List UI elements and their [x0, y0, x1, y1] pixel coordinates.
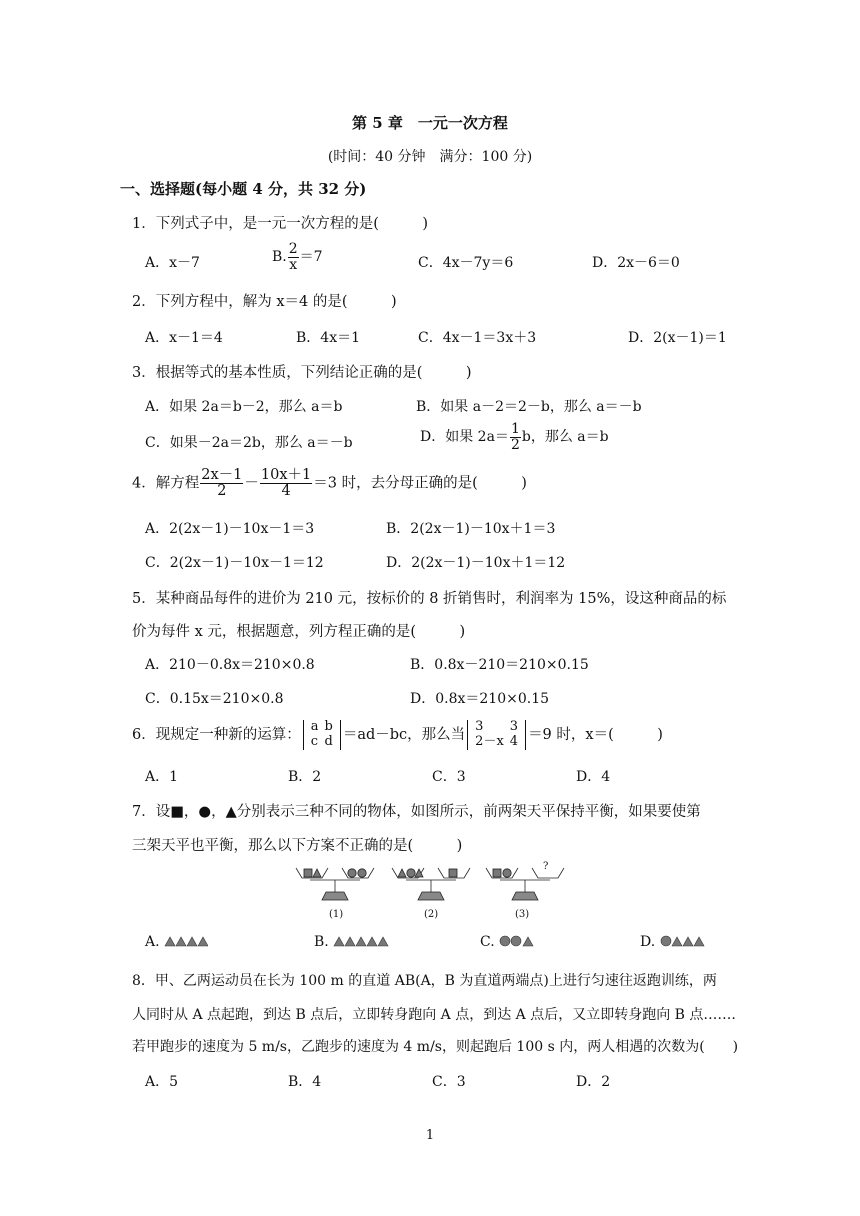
q7-option-d	[640, 934, 706, 950]
fraction	[288, 242, 299, 272]
question-6-text	[132, 720, 663, 750]
five-triangles-icon	[333, 935, 389, 947]
balance-scale-2	[392, 868, 470, 900]
q4-prefix: 4．解方程	[132, 475, 200, 492]
option-label: A.	[145, 934, 160, 950]
q2-option-b: B．4x＝1	[296, 330, 360, 346]
matrix-cell: 3	[475, 719, 484, 734]
q5-option-a: A．210－0.8x＝210×0.8	[145, 657, 315, 673]
matrix-cell: d	[324, 733, 333, 749]
matrix-cell: b	[324, 719, 333, 734]
matrix-cell: c	[310, 733, 319, 749]
denominator: x	[289, 256, 298, 273]
option-label: D.	[640, 934, 656, 950]
question-8-line-1: 8．甲、乙两运动员在长为 100 m 的直道 AB(A，B 为直道两端点)上进行匀速往返跑训练，两	[132, 973, 717, 989]
matrix-cell: a	[310, 719, 319, 734]
one-circle-three-triangles-icon	[660, 935, 706, 947]
question-5-line-2: 价为每件 x 元，根据题意，列方程正确的是( )	[132, 624, 466, 640]
q7-option-b	[314, 934, 389, 950]
balance-scales-figure	[290, 858, 580, 924]
q1-option-d: D．2x－6＝0	[592, 255, 680, 271]
exam-info: (时间：40 分钟 满分：100 分)	[327, 149, 533, 165]
matrix-cell: 3	[509, 719, 519, 734]
q5-option-d: D．0.8x＝210×0.15	[410, 691, 550, 707]
q8-option-a: A．5	[145, 1074, 179, 1090]
q6-option-a: A．1	[145, 769, 179, 785]
q2-option-a: A．x－1＝4	[145, 330, 223, 346]
option-label: B.	[314, 934, 329, 950]
q4-suffix: ＝3 时，去分母正确的是( )	[313, 475, 527, 492]
question-4-text	[132, 468, 527, 499]
four-triangles-icon	[164, 935, 208, 947]
fraction	[510, 422, 521, 452]
q8-option-b: B．4	[288, 1074, 322, 1090]
question-8-line-3: 若甲跑步的速度为 5 m/s，乙跑步的速度为 4 m/s，则起跑后 100 s 内，两人相遇的次数为( )	[132, 1039, 739, 1055]
q4-option-d: D．2(2x－1)－10x＋1＝12	[386, 555, 566, 571]
q1-b-rest: ＝7	[299, 249, 323, 266]
q1-option-c: C．4x－7y＝6	[418, 255, 514, 271]
determinant-abcd	[303, 720, 341, 750]
q4-option-a: A．2(2x－1)－10x－1＝3	[145, 521, 315, 537]
q1-option-b	[272, 242, 323, 272]
question-2-text: 2．下列方程中，解为 x＝4 的是( )	[132, 294, 397, 310]
fraction-1	[200, 468, 243, 499]
q5-option-b: B．0.8x－210＝210×0.15	[410, 657, 589, 673]
numerator: 2x－1	[201, 467, 243, 483]
figure-label-3: (3)	[515, 909, 530, 920]
matrix-cell: 2－x	[475, 733, 504, 749]
page-number: 1	[425, 1128, 435, 1143]
q3-option-c: C．如果－2a＝2b，那么 a＝－b	[145, 435, 353, 451]
q6-middle: ＝ad－bc，那么当	[342, 726, 466, 743]
q3-option-a: A．如果 2a＝b－2，那么 a＝b	[145, 399, 343, 415]
question-1-text: 1．下列式子中，是一元一次方程的是( )	[132, 216, 429, 232]
balance-scale-1	[296, 868, 374, 900]
matrix-cell: 4	[509, 733, 519, 749]
q2-option-d: D．2(x－1)＝1	[628, 330, 727, 346]
q2-option-c: C．4x－1＝3x＋3	[418, 330, 537, 346]
q7-option-c	[480, 934, 535, 950]
chapter-title: 第 5 章 一元一次方程	[352, 114, 508, 132]
numerator: 1	[510, 421, 520, 437]
q4-option-c: C．2(2x－1)－10x－1＝12	[145, 555, 324, 571]
q6-suffix: ＝9 时，x＝( )	[528, 726, 663, 743]
denominator: 2	[217, 483, 227, 500]
two-circles-one-triangle-icon	[499, 935, 535, 947]
determinant-given	[467, 720, 526, 750]
q1-b-label: B.	[272, 249, 287, 266]
denominator: 4	[281, 483, 291, 500]
question-5-line-1: 5．某种商品每件的进价为 210 元，按标价的 8 折销售时，利润率为 15%，设这种商品的标	[132, 591, 727, 607]
q6-option-c: C．3	[432, 769, 466, 785]
balance-scale-3	[486, 868, 564, 900]
q3-d-prefix: D．如果 2a＝	[420, 429, 509, 446]
figure-label-2: (2)	[424, 909, 439, 920]
q1-option-a: A．x－7	[145, 255, 200, 271]
q3-d-suffix: b，那么 a＝b	[521, 429, 609, 446]
q8-option-c: C．3	[432, 1074, 466, 1090]
denominator: 2	[510, 436, 520, 453]
section-heading: 一、选择题(每小题 4 分，共 32 分)	[120, 180, 367, 198]
minus-sign: －	[244, 475, 259, 492]
q8-option-d: D．2	[576, 1074, 611, 1090]
question-8-line-2: 人同时从 A 点起跑，到达 B 点后，立即转身跑向 A 点，到达 A 点后，又立即转身跑向 B 点…….	[132, 1007, 736, 1023]
q3-option-d	[420, 422, 609, 452]
unknown-mark: ?	[543, 861, 549, 872]
question-3-text: 3．根据等式的基本性质，下列结论正确的是( )	[132, 365, 472, 381]
fraction-2	[260, 468, 312, 499]
option-label: C.	[480, 934, 495, 950]
q7-option-a	[145, 934, 208, 950]
q5-option-c: C．0.15x＝210×0.8	[145, 691, 284, 707]
numerator: 2	[288, 241, 298, 257]
q3-option-b: B．如果 a－2＝2－b，那么 a＝－b	[416, 399, 642, 415]
question-7-line-2: 三架天平也平衡，那么以下方案不正确的是( )	[132, 838, 463, 854]
numerator: 10x＋1	[260, 467, 312, 483]
q6-option-d: D．4	[576, 769, 611, 785]
q4-option-b: B．2(2x－1)－10x＋1＝3	[386, 521, 556, 537]
q6-prefix: 6．现规定一种新的运算：	[132, 726, 301, 743]
figure-label-1: (1)	[329, 909, 344, 920]
question-7-line-1: 7．设■，●，▲分别表示三种不同的物体，如图所示，前两架天平保持平衡，如果要使第	[132, 804, 701, 820]
q6-option-b: B．2	[288, 769, 322, 785]
